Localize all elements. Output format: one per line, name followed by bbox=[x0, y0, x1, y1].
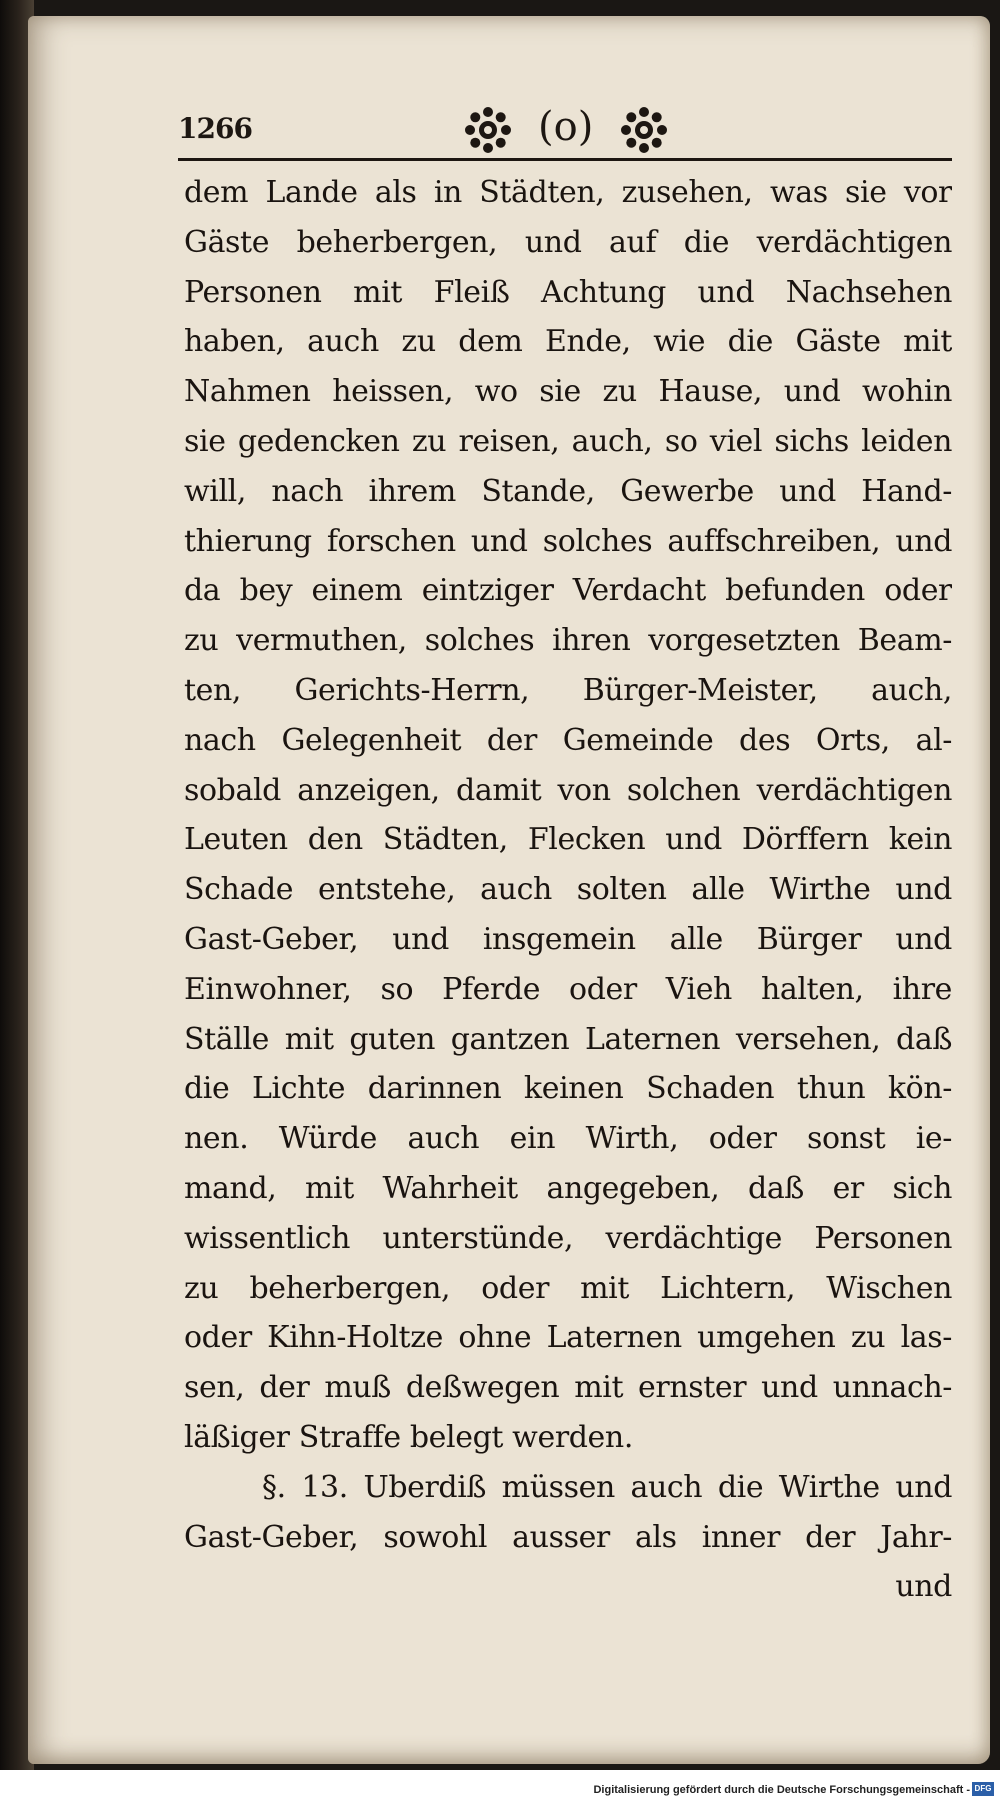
text-line: sen, der muß deßwegen mit ernster und unnach- bbox=[184, 1370, 952, 1406]
text-line: Einwohner, so Pferde oder Vieh halten, ihre bbox=[184, 971, 952, 1007]
rosette-ornament-icon bbox=[464, 106, 512, 154]
text-line: sie gedencken zu reisen, auch, so viel sichs leiden bbox=[184, 423, 952, 459]
text-line: läßiger Straffe belegt werden. bbox=[184, 1419, 633, 1455]
text-line: haben, auch zu dem Ende, wie die Gäste mit bbox=[184, 324, 952, 360]
header-rule bbox=[178, 158, 952, 161]
page-number: 1266 bbox=[178, 112, 252, 145]
text-line: will, nach ihrem Stande, Gewerbe und Hand- bbox=[184, 473, 952, 509]
text-line: zu vermuthen, solches ihren vorgesetzten Beam- bbox=[184, 623, 952, 659]
text-line: thierung forschen und solches auffschreiben, und bbox=[184, 523, 952, 559]
digitization-credit: Digitalisierung gefördert durch die Deutsche Forschungsgemeinschaft - bbox=[593, 1784, 970, 1796]
text-line: wissentlich unterstünde, verdächtige Personen bbox=[184, 1220, 952, 1256]
text-line: Nahmen heissen, wo sie zu Hause, und wohin bbox=[184, 374, 952, 410]
text-line: die Lichte darinnen keinen Schaden thun kön- bbox=[184, 1071, 952, 1107]
running-header bbox=[178, 104, 952, 160]
text-line: oder Kihn-Holtze ohne Laternen umgehen zu las- bbox=[184, 1320, 952, 1356]
text-line: mand, mit Wahrheit angegeben, daß er sich bbox=[184, 1170, 952, 1206]
text-line: Personen mit Fleiß Achtung und Nachsehen bbox=[184, 274, 952, 310]
text-line: Gast-Geber, sowohl ausser als inner der Jahr- bbox=[184, 1519, 952, 1555]
header-center-mark: (o) bbox=[538, 104, 594, 150]
text-line: nen. Würde auch ein Wirth, oder sonst ie- bbox=[184, 1121, 952, 1157]
text-line: sobald anzeigen, damit von solchen verdächtigen bbox=[184, 772, 952, 808]
dfg-logo: DFG bbox=[972, 1782, 994, 1796]
text-line: ten, Gerichts-Herrn, Bürger-Meister, auch, bbox=[184, 672, 952, 708]
text-line: da bey einem eintziger Verdacht befunden oder bbox=[184, 573, 952, 609]
catchword: und bbox=[895, 1569, 952, 1605]
text-line: zu beherbergen, oder mit Lichtern, Wischen bbox=[184, 1270, 952, 1306]
section-heading-line: §. 13. Uberdiß müssen auch die Wirthe und bbox=[262, 1469, 952, 1505]
text-line: Schade entstehe, auch solten alle Wirthe und bbox=[184, 872, 952, 908]
text-line: nach Gelegenheit der Gemeinde des Orts, al- bbox=[184, 722, 952, 758]
text-line: Leuten den Städten, Flecken und Dörffern kein bbox=[184, 822, 952, 858]
text-line: dem Lande als in Städten, zusehen, was sie vor bbox=[184, 175, 952, 210]
body-text bbox=[184, 168, 952, 1612]
text-line: Ställe mit guten gantzen Laternen versehen, daß bbox=[184, 1021, 952, 1057]
rosette-ornament-icon bbox=[620, 106, 668, 154]
text-line: Gäste beherbergen, und auf die verdächtigen bbox=[184, 224, 952, 260]
text-line: Gast-Geber, und insgemein alle Bürger und bbox=[184, 921, 952, 957]
